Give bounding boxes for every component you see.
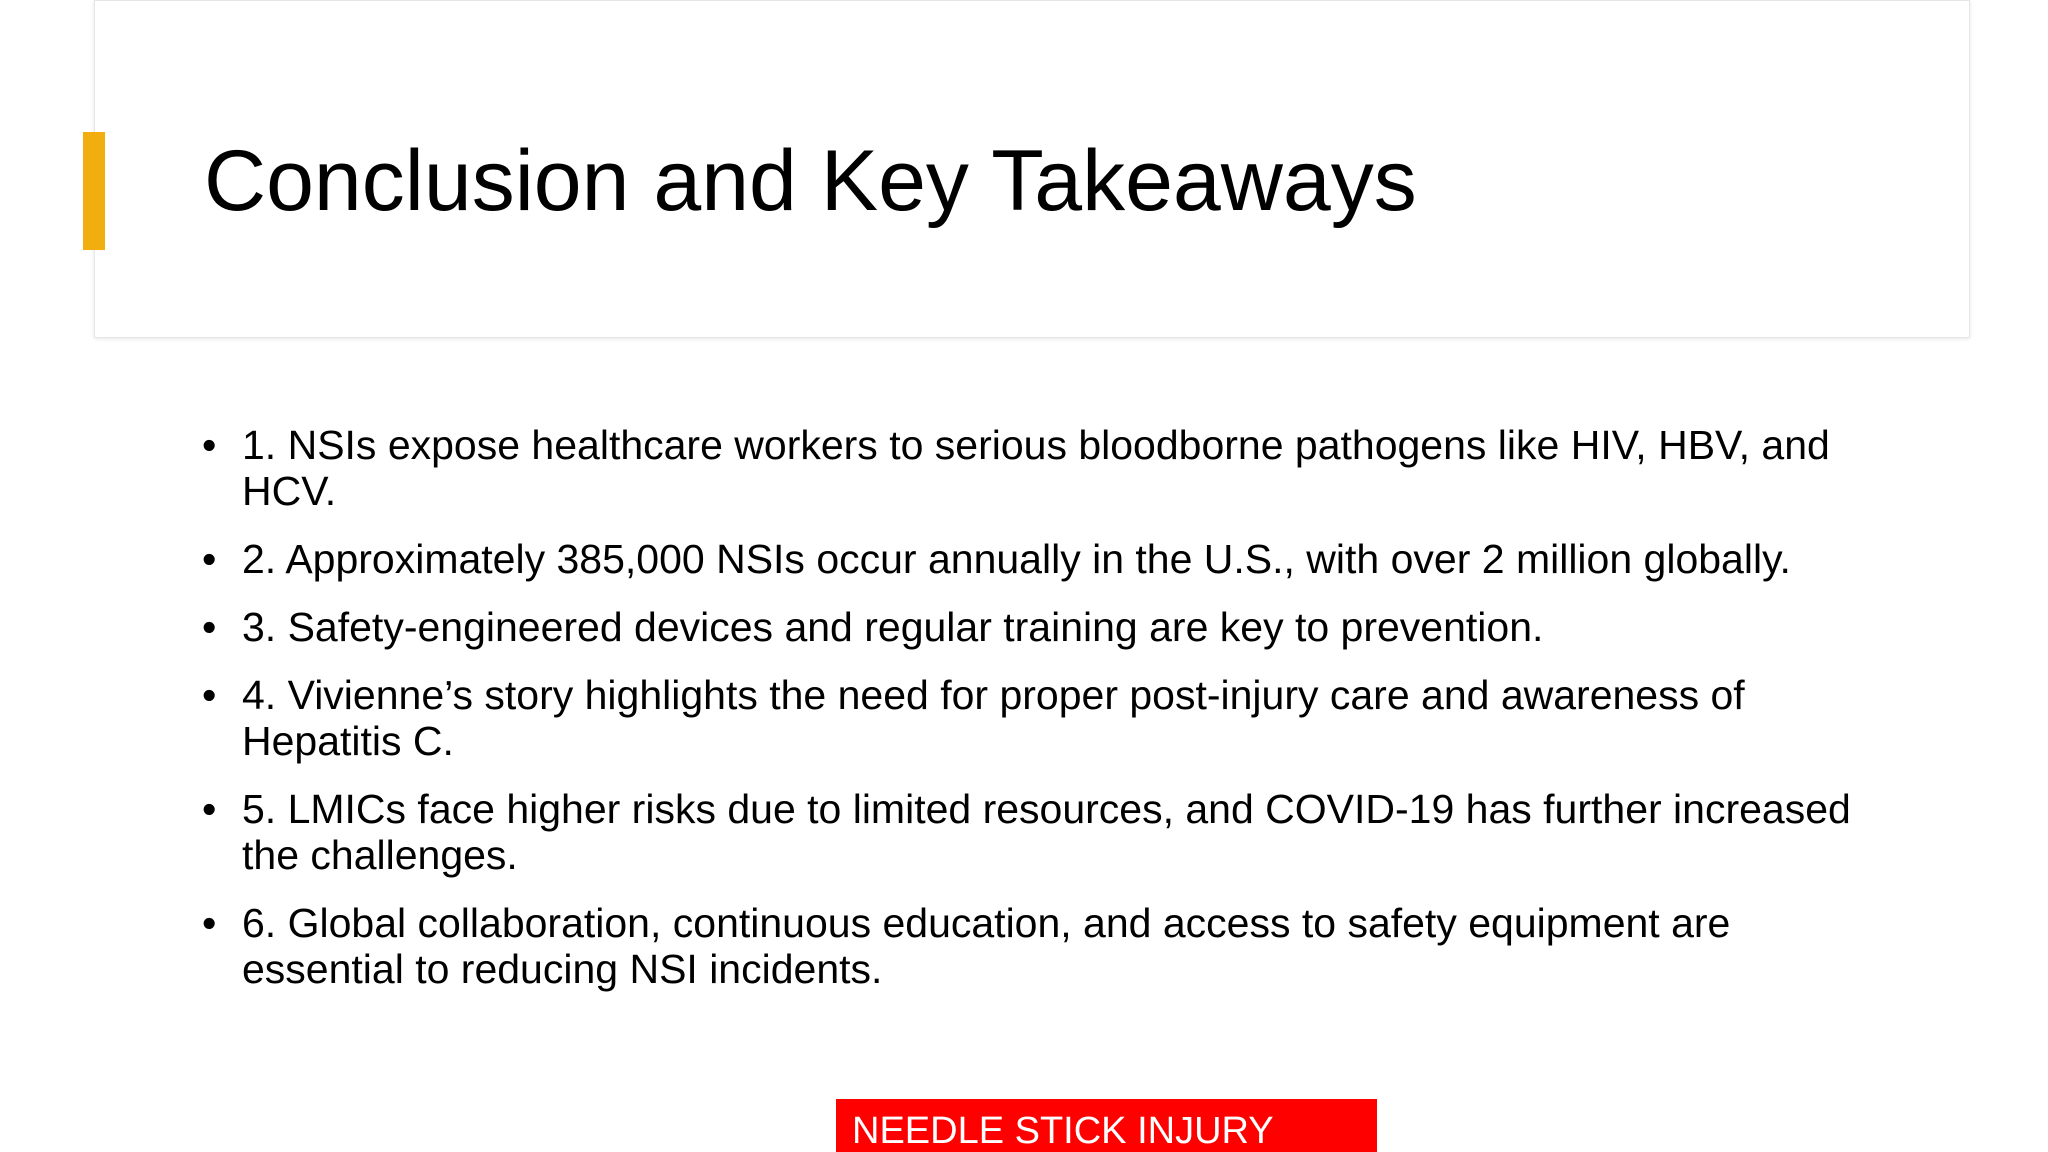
list-item bbox=[202, 604, 1882, 650]
list-item bbox=[202, 900, 1882, 992]
list-item bbox=[202, 536, 1882, 582]
bullet-icon: • bbox=[202, 900, 217, 946]
list-item-text: 1. NSIs expose healthcare workers to serious bloodborne pathogens like HIV, HBV, and HCV. bbox=[242, 422, 1830, 514]
list-item-text: 4. Vivienne’s story highlights the need for proper post-injury care and awareness of Hepatitis C. bbox=[242, 672, 1745, 764]
list-item-text: 6. Global collaboration, continuous education, and access to safety equipment are essential to reducing NSI incidents. bbox=[242, 900, 1731, 992]
list-item bbox=[202, 786, 1882, 878]
list-item bbox=[202, 672, 1882, 764]
takeaways-list bbox=[202, 422, 1882, 1014]
list-item-text: 5. LMICs face higher risks due to limited resources, and COVID-19 has further increased the challenges. bbox=[242, 786, 1851, 878]
bullet-icon: • bbox=[202, 786, 217, 832]
bullet-icon: • bbox=[202, 536, 217, 582]
list-item bbox=[202, 422, 1882, 514]
list-item-text: 3. Safety-engineered devices and regular training are key to prevention. bbox=[242, 604, 1544, 650]
list-item-text: 2. Approximately 385,000 NSIs occur annually in the U.S., with over 2 million globally. bbox=[242, 536, 1791, 582]
title-accent-bar bbox=[83, 132, 105, 250]
needle-stick-injury-banner: NEEDLE STICK INJURY bbox=[836, 1099, 1377, 1152]
bullet-icon: • bbox=[202, 672, 217, 718]
slide-title: Conclusion and Key Takeaways bbox=[204, 133, 1417, 229]
bullet-icon: • bbox=[202, 604, 217, 650]
bullet-icon: • bbox=[202, 422, 217, 468]
